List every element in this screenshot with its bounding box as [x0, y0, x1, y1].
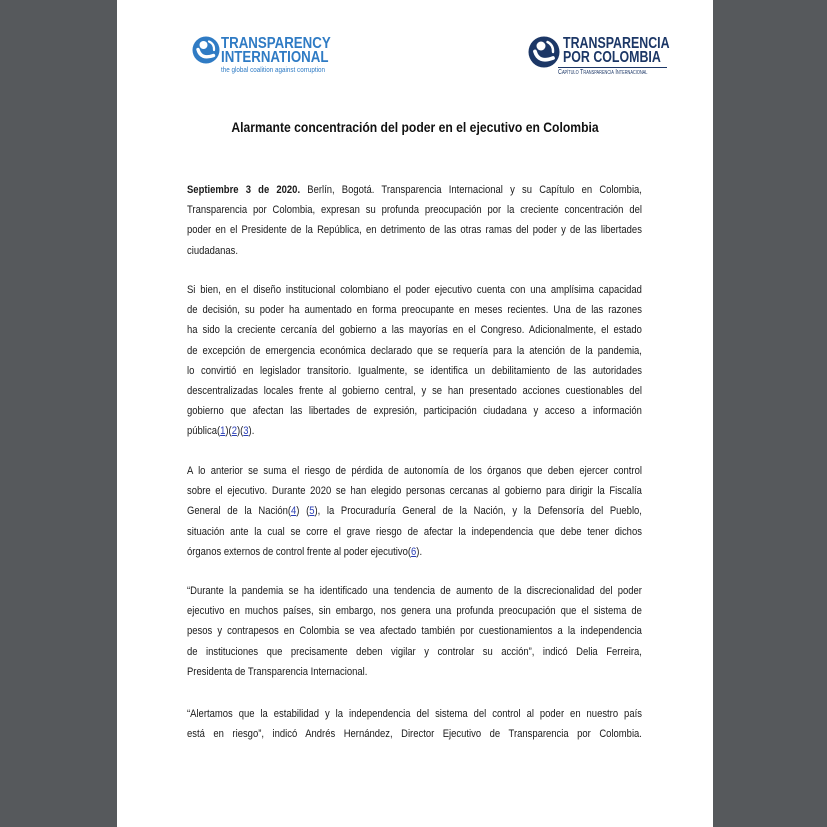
text-segment: )(	[236, 425, 244, 438]
text-line: de excepción de emergencia económica declarado que se requería para la atención de la pandemia,	[187, 344, 642, 357]
text-line: Presidenta de Transparencia Internacional.	[187, 665, 368, 678]
paragraph-4-quote	[187, 581, 642, 682]
text-line	[187, 501, 642, 521]
footnote-link-3[interactable]: 3	[243, 425, 249, 438]
footnote-link-6[interactable]: 6	[411, 545, 417, 558]
ti-logo-text	[221, 37, 353, 74]
text-segment: Berlín, Bogotá. Transparencia Internacional y su Capítulo en Colombia,	[300, 184, 642, 196]
tpc-logo-divider	[558, 67, 667, 68]
pdf-page	[117, 0, 713, 827]
ti-tagline: the global coalition against corruption	[221, 65, 326, 74]
text-line: gobierno que afectan las libertades de expresión, participación ciudadana y acceso a información	[187, 405, 642, 418]
footnote-link-2[interactable]: 2	[231, 425, 237, 438]
tpc-tagline: Capítulo Transparencia Internacional	[558, 69, 648, 76]
text-line: ejecutivo en muchos países, sin embargo, nos genera una profunda preocupación que el sistema de	[187, 605, 642, 618]
footnote-link-4[interactable]: 4	[291, 505, 297, 518]
ti-name-line2: INTERNATIONAL	[221, 49, 329, 66]
footnote-link-1[interactable]: 1	[220, 425, 226, 438]
text-line: ciudadanas.	[187, 244, 239, 257]
tpc-figure-icon	[528, 36, 560, 68]
text-line	[187, 421, 642, 441]
text-line	[187, 180, 642, 200]
text-segment: ).	[248, 425, 255, 438]
tpc-name-line2: POR COLOMBIA	[563, 49, 661, 66]
paragraph-3	[187, 461, 642, 562]
text-line: A lo anterior se suma el riesgo de pérdida de autonomía de los órganos que deben ejercer control	[187, 465, 642, 477]
ti-name-line1: TRANSPARENCY	[221, 35, 331, 52]
text-segment: pública(	[187, 425, 221, 438]
tpc-logo-text	[563, 37, 696, 65]
text-line: poder en el Presidente de la República, en detrimento de las otras ramas del poder y de las libertades	[187, 224, 642, 237]
ti-figure-icon	[192, 36, 220, 64]
text-line: “Alertamos que la estabilidad y la independencia del sistema del control al poder en nuestro país	[187, 708, 642, 720]
text-line: Si bien, en el diseño institucional colombiano el poder ejecutivo cuenta con una amplísima capacidad	[187, 284, 642, 296]
text-line: está en riesgo”, indicó Andrés Hernández, Director Ejecutivo de Transparencia por Colombia.	[187, 728, 642, 741]
text-segment: ) (	[296, 505, 310, 518]
tpc-name-line1: TRANSPARENCIA	[563, 35, 670, 52]
paragraph-5-quote	[187, 704, 642, 744]
text-segment: ), la Procuraduría General de la Nación, y la Defensoría del Pueblo,	[314, 505, 642, 518]
text-segment: ).	[416, 545, 423, 558]
footnote-link-5[interactable]: 5	[309, 505, 315, 518]
text-line: situación ante la cual se corre el grave riesgo de afectar la independencia que debe tener dichos	[187, 525, 642, 538]
text-segment: órganos externos de control frente al poder ejecutivo(	[187, 545, 412, 558]
dateline: Septiembre 3 de 2020.	[187, 184, 301, 196]
paragraph-1	[187, 180, 642, 261]
text-line: Transparencia por Colombia, expresan su profunda preocupación por la creciente concentración del	[187, 204, 642, 217]
text-line: pesos y contrapesos en Colombia se vea afectado también por cuestionamientos a la independencia	[187, 625, 642, 638]
text-line	[187, 542, 642, 562]
text-line: de instituciones que precisamente deben vigilar y controlar su acción”, indicó Delia Ferreira,	[187, 645, 642, 658]
document-title: Alarmante concentración del poder en el ejecutivo en Colombia	[231, 120, 599, 135]
text-line: lo convirtió en legislador transitorio. Igualmente, se identifica un debilitamiento de las autoridades	[187, 364, 642, 377]
text-segment: )(	[225, 425, 232, 438]
text-line: sobre el ejecutivo. Durante 2020 se han elegido personas cercanas al gobierno para dirigir la Fiscalía	[187, 485, 642, 498]
text-line: ha sido la creciente cercanía del gobierno a las mayorías en el Congreso. Adicionalmente, el estado	[187, 324, 642, 337]
text-line: descentralizadas locales frente al gobierno central, y se han presentado acciones cuestionables del	[187, 384, 642, 397]
text-line: de decisión, su poder ha aumentado en forma preocupante en meses recientes. Una de las razones	[187, 304, 642, 317]
text-segment: General de la Nación(	[187, 505, 292, 518]
text-line: “Durante la pandemia se ha identificado una tendencia de aumento de la discrecionalidad del poder	[187, 585, 642, 597]
paragraph-2	[187, 280, 642, 442]
